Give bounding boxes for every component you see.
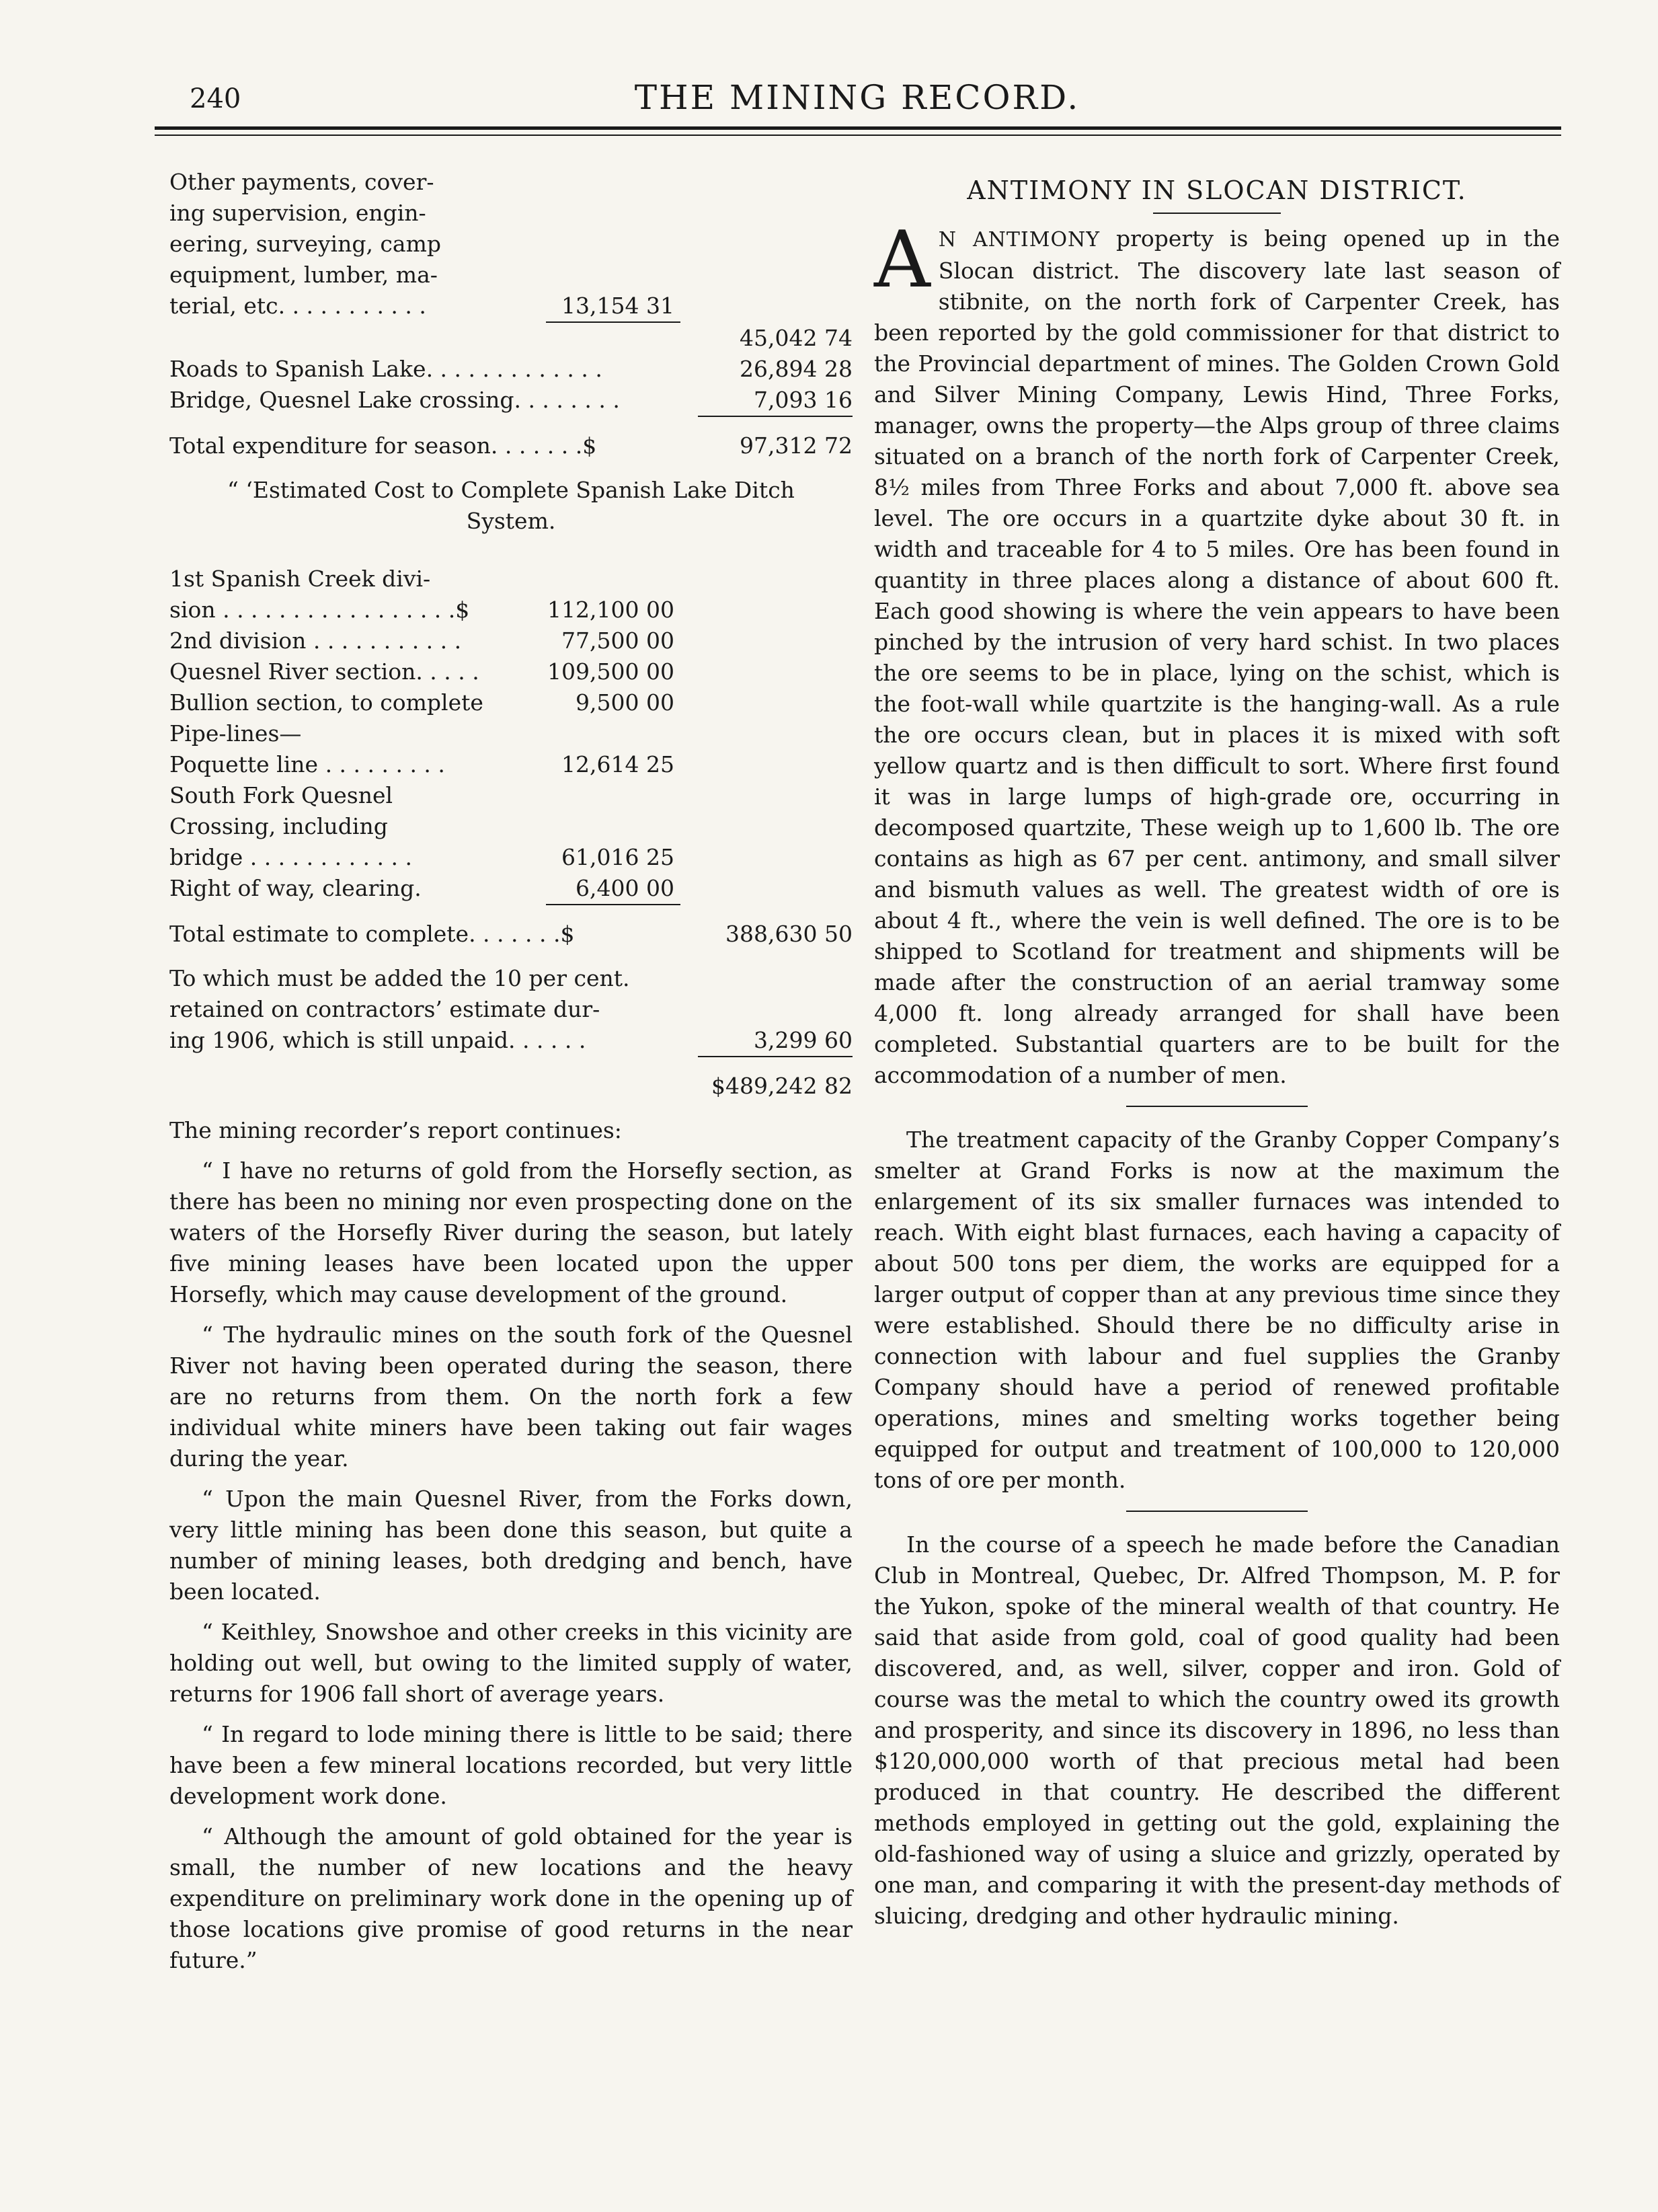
second-division-amount: 77,500 00 [561, 627, 674, 654]
right-column [874, 167, 1560, 1941]
left-column [169, 167, 853, 1985]
report-paragraph: “ The hydraulic mines on the south fork of the Quesnel River not having been operated during the season, there are no returns from them. On the north fork a few individual white miners have been taking out fair wages during the year. [169, 1322, 853, 1472]
first-division-line: 1st Spanish Creek divi- [169, 566, 431, 592]
title-rule [1153, 213, 1281, 214]
other-payments-line: equipment, lumber, ma- [169, 262, 438, 288]
season-total-label: Total expenditure for season. . . . . . .$ [169, 432, 597, 459]
poquette-amount: 12,614 25 [561, 751, 674, 777]
other-payments-line: Other payments, cover- [169, 169, 434, 195]
roads-amount: 26,894 28 [740, 356, 853, 382]
report-paragraph: “ Upon the main Quesnel River, from the Forks down, very little mining has been done this season, but quite a number of mining leases, both dredging and bench, have been located. [169, 1486, 853, 1605]
second-division-label: 2nd division . . . . . . . . . . . [169, 627, 462, 654]
antimony-article [874, 215, 1560, 1091]
article-title: ANTIMONY IN SLOCAN DISTRICT. [967, 176, 1467, 205]
retained-amount: 3,299 60 [754, 1027, 853, 1053]
retained-line: retained on contractors’ estimate dur- [169, 996, 600, 1022]
first-division-amount: 112,100 00 [547, 597, 674, 623]
grand-total-amount: $489,242 82 [711, 1073, 853, 1099]
report-paragraph: “ I have no returns of gold from the Horsefly section, as there has been no mining nor even prospecting done on the waters of the Horsefly River during the season, but lately five mining leases have been located upon the upper Horsefly, which may cause development of the ground. [169, 1157, 853, 1307]
report-intro: The mining recorder’s report continues: [169, 1117, 622, 1143]
retained-line: To which must be added the 10 per cent. [169, 965, 630, 991]
bridge-amount: 7,093 16 [754, 387, 853, 413]
estimate-heading-line: “ ‘Estimated Cost to Complete Spanish Lake Ditch [227, 477, 795, 503]
header-rule-thick [155, 126, 1561, 130]
bullion-section-amount: 9,500 00 [576, 689, 674, 716]
estimate-heading-line: System. [466, 508, 556, 534]
pipelines-label: Pipe-lines— [169, 720, 302, 747]
south-fork-line: Crossing, including [169, 813, 388, 839]
subtotal-amount: 45,042 74 [740, 325, 853, 351]
granby-paragraph: The treatment capacity of the Granby Copper Company’s smelter at Grand Forks is now at the maximum the enlargement of its six smaller furnaces was intended to reach. With eight blast furnaces, each having a capacity of about 500 tons per diem, the works are equipped for a larger output of copper than at any previous time since they were established. Should there be no difficulty arise in connection with labour and fuel supplies the Granby Company should have a period of renewed profitable operations, mines and smelting works together being equipped for output and treatment of 100,000 to 120,000 tons of ore per month. [874, 1127, 1560, 1493]
right-of-way-amount: 6,400 00 [576, 875, 674, 901]
yukon-paragraph: In the course of a speech he made before the Canadian Club in Montreal, Quebec, Dr. Alfred Thompson, M. P. for the Yukon, spoke of the mineral wealth of that country. He said that aside from gold, coal of good quality had been discovered, and, as well, silver, copper and iron. Gold of course was the metal to which the country owed its growth and prosperity, and since its discovery in 1896, no less than $120,000,000 worth of that precious metal had been produced in that country. He described the different methods employed in getting out the gold, explaining the old-fashioned way of using a sluice and grizzly, operated by one man, and comparing it with the present-day methods of sluicing, dredging and other hydraulic mining. [874, 1531, 1560, 1929]
estimate-heading [169, 475, 853, 537]
roads-label: Roads to Spanish Lake. . . . . . . . . . . . . [169, 356, 602, 382]
total-estimate-label: Total estimate to complete. . . . . . .$ [169, 921, 575, 947]
other-payments-line: ing supervision, engin- [169, 200, 426, 226]
total-estimate-amount: 388,630 50 [725, 921, 853, 947]
poquette-label: Poquette line . . . . . . . . . [169, 751, 445, 777]
report-paragraph: “ Keithley, Snowshoe and other creeks in this vicinity are holding out well, but owing to the limited supply of water, returns for 1906 fall short of average years. [169, 1619, 853, 1707]
south-fork-line: bridge . . . . . . . . . . . . [169, 844, 412, 870]
south-fork-amount: 61,016 25 [561, 844, 674, 870]
section-rule [1126, 1511, 1308, 1512]
bridge-label: Bridge, Quesnel Lake crossing. . . . . . . . [169, 387, 620, 413]
quesnel-section-amount: 109,500 00 [547, 658, 674, 685]
report-paragraph: “ Although the amount of gold obtained for the year is small, the number of new locations and the heavy expenditure on preliminary work done in the opening up of those locations give promise of good returns in the near future.” [169, 1823, 853, 1973]
section-rule [1126, 1106, 1308, 1107]
header-rule-thin [155, 135, 1561, 136]
antimony-article-body: property is being opened up in the Slocan district. The discovery late last season of stibnite, on the north fork of Carpenter Creek, has been reported by the gold commissioner for that district to the Provincial department of mines. The Golden Crown Gold and Silver Mining Company, Lewis Hind, Three Forks, manager, owns the property—the Alps group of three claims situated on a branch of the north fork of Carpenter Creek, 8½ miles from Three Forks and about 7,000 ft. above sea level. The ore occurs in a quartzite dyke about 30 ft. in width and traceable for 4 to 5 miles. Ore has been found in quantity in three places along a distance of about 600 ft. Each good showing is where the vein appears to have been pinched by the intrusion of very hard schist. In two places the ore seems to be in place, lying on the schist, which is the foot-wall while quartzite is the hanging-wall. As a rule the ore occurs clean, but in places it is mixed with soft yellow quartz and is then difficult to sort. Where first found it was in large lumps of high-grade ore, occurring in decomposed quartzite, These weigh up to 1,600 lb. The ore contains as high as 67 per cent. antimony, and small silver and bismuth values as well. The greatest width of ore is about 4 ft., where the vein is well defined. The ore is to be shipped to Scotland for treatment and shipments will be made after the construction of an aerial tramway some 4,000 ft. long already arranged for shall have been completed. Substantial quarters are to be built for the accommodation of a number of men. [874, 225, 1560, 1088]
other-payments-line: eering, surveying, camp [169, 231, 442, 257]
bullion-section-label: Bullion section, to complete [169, 689, 483, 716]
right-of-way-label: Right of way, clearing. [169, 875, 422, 901]
first-division-line: sion . . . . . . . . . . . . . . . . .$ [169, 597, 470, 623]
running-title: THE MINING RECORD. [634, 78, 1080, 117]
quesnel-section-label: Quesnel River section. . . . . [169, 658, 479, 685]
other-payments-amount: 13,154 31 [561, 293, 674, 319]
lead-caps: N ANTIMONY [938, 228, 1101, 252]
south-fork-line: South Fork Quesnel [169, 782, 393, 808]
page-header [155, 70, 1560, 117]
page-number: 240 [190, 83, 241, 114]
other-payments-line: terial, etc. . . . . . . . . . . [169, 293, 426, 319]
report-paragraph: “ In regard to lode mining there is little to be said; there have been a few mineral locations recorded, but very little development work done. [169, 1721, 853, 1809]
drop-cap: A [874, 215, 931, 305]
retained-line: ing 1906, which is still unpaid. . . . . . [169, 1027, 586, 1053]
other-payments-block [169, 167, 853, 321]
season-total-amount: 97,312 72 [740, 432, 853, 459]
